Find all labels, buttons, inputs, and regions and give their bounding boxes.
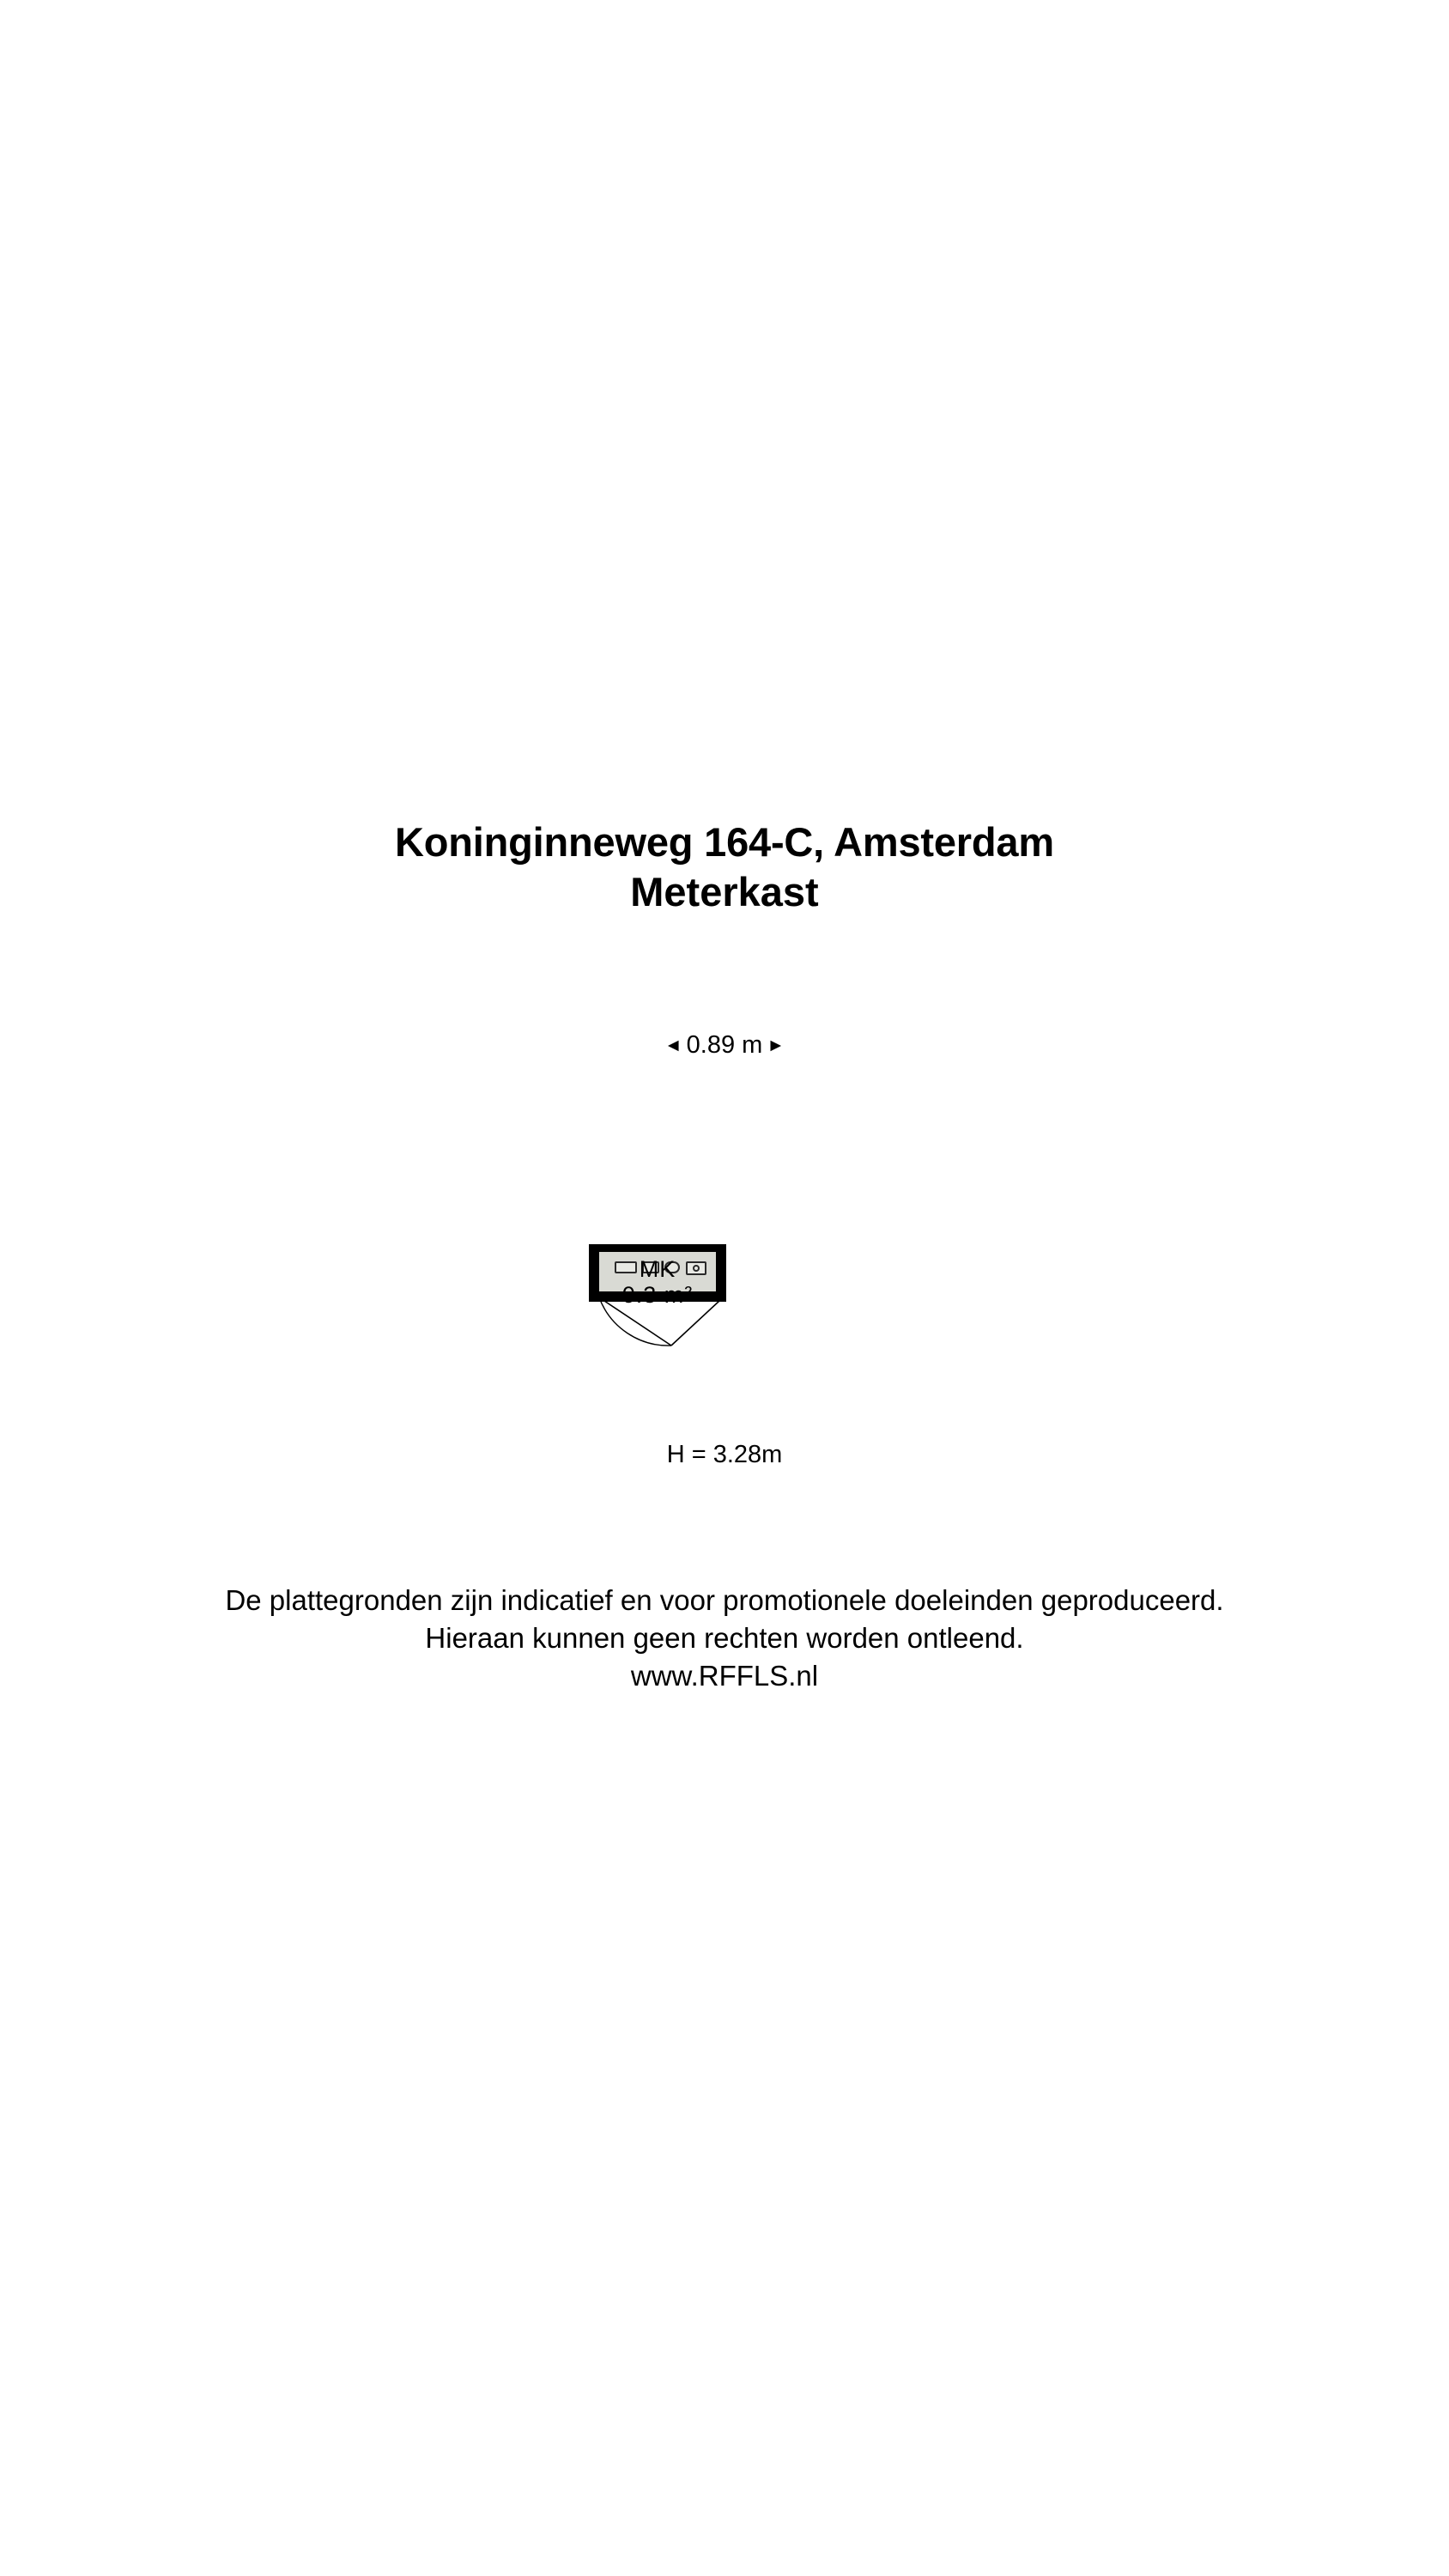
ceiling-height-label: H = 3.28m xyxy=(666,1441,783,1468)
title-floor: Meterkast xyxy=(630,869,819,914)
disclaimer xyxy=(0,1582,1449,1695)
website-label: www.RFFLS.nl xyxy=(630,1660,819,1692)
title-address: Koninginneweg 164-C, Amsterdam xyxy=(395,819,1054,865)
width-dimension xyxy=(0,1030,1449,1060)
arrow-right-icon: ► xyxy=(767,1036,785,1055)
width-dimension-label: 0.89 m xyxy=(686,1031,763,1059)
arrow-left-icon: ◄ xyxy=(664,1036,682,1055)
disclaimer-line-2: Hieraan kunnen geen rechten worden ontleend. xyxy=(425,1622,1024,1654)
room-walls xyxy=(589,1244,726,1308)
disclaimer-line-1: De plattegronden zijn indicatief en voor promotionele doeleinden geproduceerd. xyxy=(225,1584,1224,1616)
page-title xyxy=(0,817,1449,917)
plan-drawing xyxy=(589,1244,769,1403)
room-name-label: MK xyxy=(639,1256,676,1282)
room-area-label: 0.3 m² xyxy=(621,1282,694,1308)
door-swing-icon xyxy=(589,1296,743,1351)
